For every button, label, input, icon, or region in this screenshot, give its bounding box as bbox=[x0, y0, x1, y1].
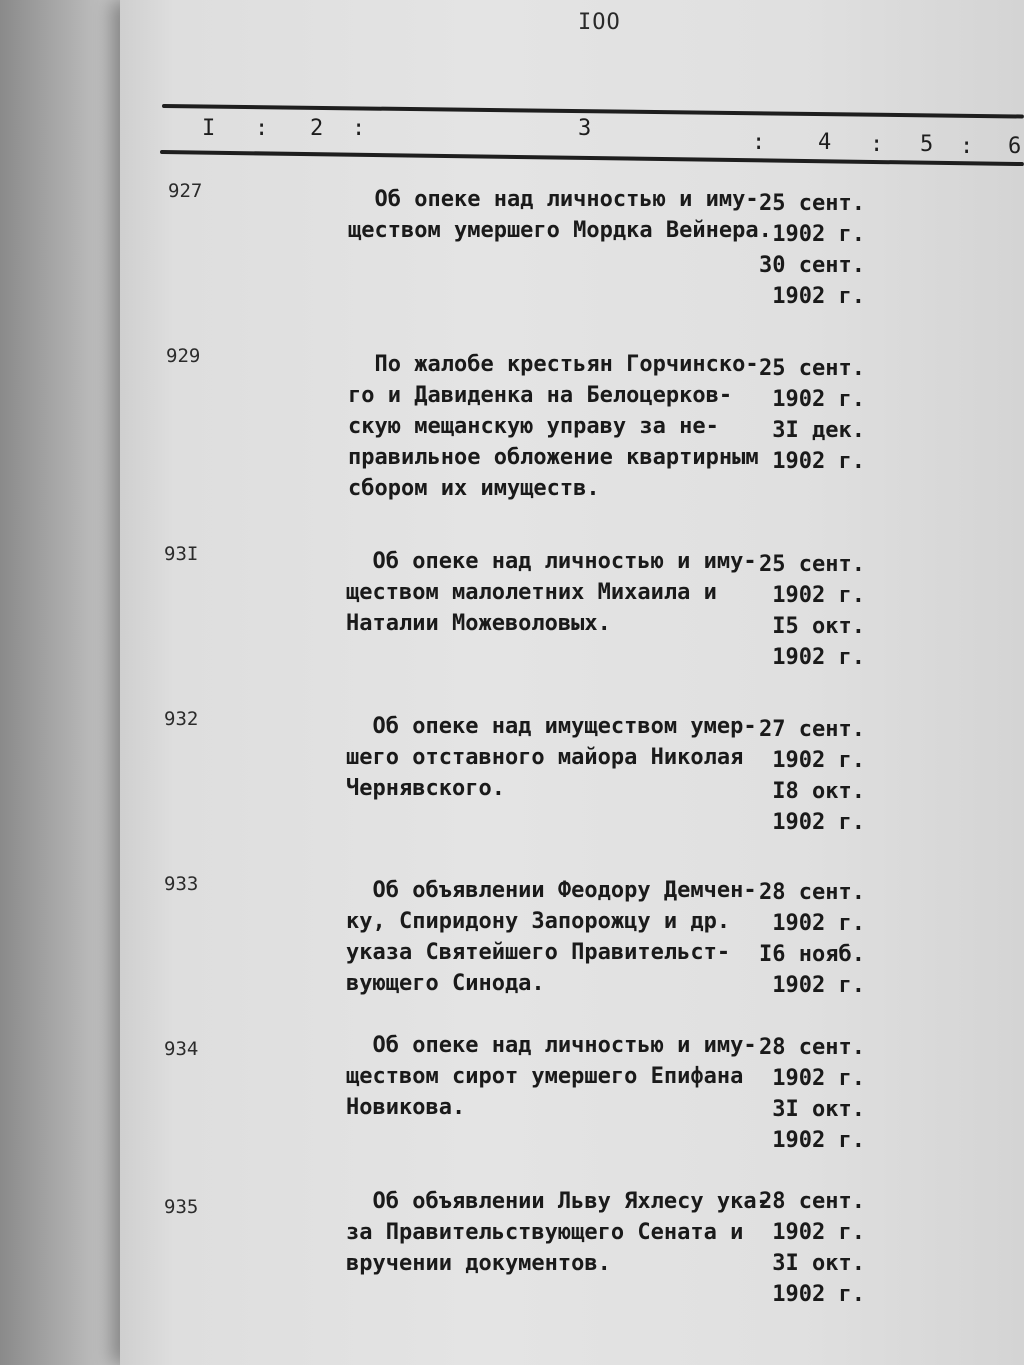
record-dates: 25 сент. 1902 г. 30 сент. 1902 г. bbox=[759, 191, 865, 309]
record-dates: 25 сент. 1902 г. 3I дек. 1902 г. bbox=[759, 356, 865, 474]
column-header-2: 2 bbox=[310, 116, 324, 141]
column-header-6: 6 bbox=[1008, 134, 1022, 159]
record-number: 929 bbox=[166, 345, 201, 367]
record-title: По жалобе крестьян Горчинско- го и Давиденка на Белоцерков- скую мещанскую управу за не- правильное обложение квартирным сбором их имуществ. bbox=[348, 352, 759, 501]
record-number: 927 bbox=[168, 180, 203, 202]
column-header-4: 4 bbox=[818, 130, 832, 155]
record-dates: 28 сент. 1902 г. 3I окт. 1902 г. bbox=[759, 1035, 865, 1153]
record-dates: 25 сент. 1902 г. I5 окт. 1902 г. bbox=[759, 552, 865, 670]
record-title: Об объявлении Льву Яхлесу ука- за Правительствующего Сената и вручении документов. bbox=[346, 1189, 770, 1276]
record-title: Об опеке над личностью и иму- ществом умершего Мордка Вейнера. bbox=[348, 187, 772, 243]
column-separator: : bbox=[870, 132, 884, 157]
record-dates: 28 сент. 1902 г. 3I окт. 1902 г. bbox=[759, 1189, 865, 1307]
record-dates: 27 сент. 1902 г. I8 окт. 1902 г. bbox=[759, 717, 865, 835]
record-number: 932 bbox=[164, 708, 199, 730]
column-separator: : bbox=[752, 130, 766, 155]
record-title: Об опеке над личностью и иму- ществом сирот умершего Епифана Новикова. bbox=[346, 1033, 757, 1120]
record-number: 934 bbox=[164, 1038, 199, 1060]
record-title: Об опеке над имуществом умер- шего отставного майора Николая Чернявского. bbox=[346, 714, 757, 801]
column-separator: : bbox=[960, 134, 974, 159]
record-number: 935 bbox=[164, 1196, 199, 1218]
record-number: 93I bbox=[164, 543, 199, 565]
column-separator: : bbox=[352, 116, 366, 141]
record-title: Об объявлении Феодору Демчен- ку, Спиридону Запорожцу и др. указа Святейшего Правительст- вующего Синода. bbox=[346, 878, 757, 996]
record-dates: 28 сент. 1902 г. I6 нояб. 1902 г. bbox=[759, 880, 865, 998]
column-separator: : bbox=[255, 116, 269, 141]
record-number: 933 bbox=[164, 873, 199, 895]
page-number: IOO bbox=[578, 10, 621, 35]
column-header-3: 3 bbox=[578, 116, 592, 141]
column-header-5: 5 bbox=[920, 132, 934, 157]
column-header-1: I bbox=[202, 116, 216, 141]
record-title: Об опеке над личностью и иму- ществом малолетних Михаила и Наталии Можеволовых. bbox=[346, 549, 757, 636]
